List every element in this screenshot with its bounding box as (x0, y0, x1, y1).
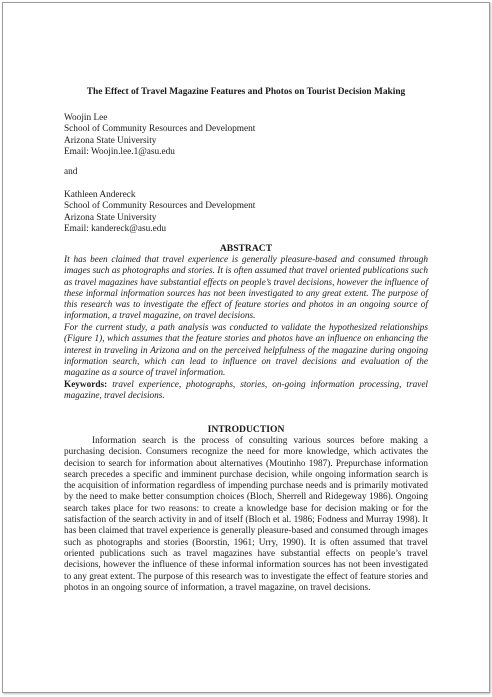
abstract-paragraph-1: It has been claimed that travel experience is generally pleasure-based and consumed through images such as photographs and stories. It is often assumed that travel oriented publications such as travel magazines have substantial effects on people’s travel decisions, however the influence of these informal information sources has not been investigated to any great extent. The purpose of this research was to investigate the effect of feature stories and photos in an ongoing source of information, a travel magazine, on travel decisions. (64, 255, 428, 322)
author-university: Arizona State University (64, 135, 157, 146)
author-block-1 (64, 113, 255, 159)
abstract-paragraph-2: For the current study, a path analysis was conducted to validate the hypothesized relationships (Figure 1), which assumes that the feature stories and photos have an influence on enhancing the interest in traveling in Arizona and on the perceived helpfulness of the magazine during ongoing information search, which can lead to influence on travel decisions and evaluation of the magazine as a source of travel information. (64, 323, 428, 379)
author-email: Email: Woojin.lee.1@asu.edu (64, 147, 175, 158)
author-name: Woojin Lee (64, 113, 108, 123)
abstract-heading: ABSTRACT (219, 243, 273, 254)
author-name: Kathleen Andereck (64, 190, 136, 200)
document-page (2, 2, 490, 693)
keywords-text: travel experience, photographs, stories, on-going information processing, travel magazine, travel decisions. (64, 380, 428, 402)
introduction-paragraph: Information search is the process of consulting various sources before making a purchasing decision. Consumers recognize the need for more knowledge, which activates the decision to search for information about alternatives (Moutinho 1987). Prepurchase information search precedes a specific and imminent purchase decision, while ongoing information search is the acquisition of information regardless of impending purchase needs and is primarily motivated by the need to make better consumption choices (Bloch, Sherrell and Ridegeway 1986). Ongoing search takes place for two reasons: to create a knowledge base for decision making or for the satisfaction of the search activity in and of itself (Bloch et al. 1986; Fodness and Murray 1998). It has been claimed that travel experience is generally pleasure-based and consumed through images such as photographs and stories (Boorstin, 1961; Urry, 1990). It is often assumed that travel oriented publications such as travel magazines have substantial effects on people’s travel decisions, however the influence of these informal information sources has not been investigated to any great extent. The purpose of this research was to investigate the effect of feature stories and photos in an ongoing source of information, a travel magazine, on travel decisions. (64, 436, 428, 593)
paper-title: The Effect of Travel Magazine Features and Photos on Tourist Decision Making (86, 87, 406, 97)
author-university: Arizona State University (64, 212, 157, 223)
keywords-paragraph (64, 380, 428, 403)
and-separator: and (64, 167, 78, 177)
author-school: School of Community Resources and Development (64, 124, 256, 135)
introduction-heading: INTRODUCTION (207, 424, 285, 435)
author-block-2 (64, 190, 255, 236)
author-school: School of Community Resources and Development (64, 201, 256, 212)
author-email: Email: kandereck@asu.edu (64, 224, 167, 235)
keywords-label: Keywords: (64, 380, 108, 390)
